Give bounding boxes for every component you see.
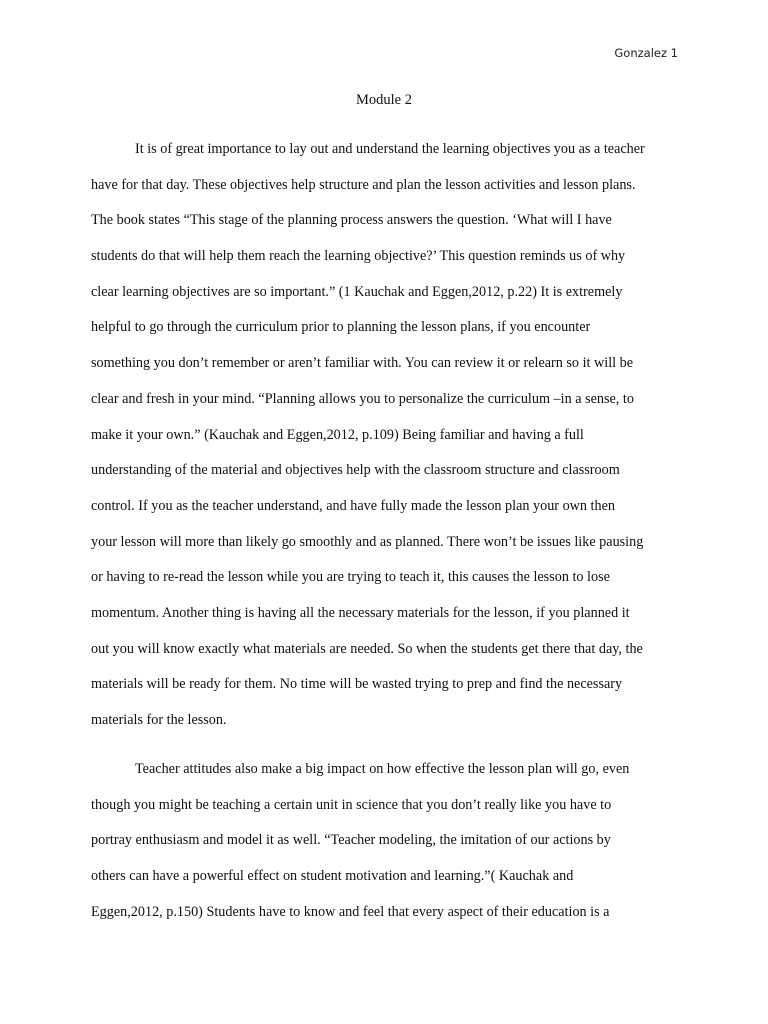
text-line: have for that day. These objectives help structure and plan the lesson activities and lesson plans. xyxy=(91,176,636,193)
text-line: or having to re-read the lesson while you are trying to teach it, this causes the lesson to lose xyxy=(91,569,610,586)
text-line: materials will be ready for them. No time will be wasted trying to prep and find the necessary xyxy=(91,676,623,693)
running-header: Gonzalez 1 xyxy=(614,46,678,60)
text-line: The book states “This stage of the planning process answers the question. ‘What will I have xyxy=(91,212,612,229)
text-line: It is of great importance to lay out and understand the learning objectives you as a teacher xyxy=(135,141,645,157)
text-line: portray enthusiasm and model it as well. “Teacher modeling, the imitation of our actions by xyxy=(91,832,611,849)
text-line: though you might be teaching a certain unit in science that you don’t really like you have to xyxy=(91,796,612,813)
text-line: something you don’t remember or aren’t familiar with. You can review it or relearn so it will be xyxy=(91,355,634,372)
text-line: Eggen,2012, p.150) Students have to know and feel that every aspect of their education is a xyxy=(91,903,610,920)
paragraph-2 xyxy=(91,752,678,930)
text-line: your lesson will more than likely go smoothly and as planned. There won’t be issues like pausing xyxy=(91,533,644,550)
text-line: students do that will help them reach the learning objective?’ This question reminds us of why xyxy=(91,248,626,265)
text-line: clear learning objectives are so important.” (1 Kauchak and Eggen,2012, p.22) It is extremely xyxy=(91,283,623,300)
paragraph-1 xyxy=(91,132,678,739)
text-line: understanding of the material and objectives help with the classroom structure and classroom xyxy=(91,462,620,479)
text-line: control. If you as the teacher understand, and have fully made the lesson plan your own then xyxy=(91,497,615,514)
text-line: make it your own.” (Kauchak and Eggen,2012, p.109) Being familiar and having a full xyxy=(91,426,584,443)
text-line: materials for the lesson. xyxy=(91,712,227,728)
text-line: Teacher attitudes also make a big impact on how effective the lesson plan will go, even xyxy=(135,761,630,777)
text-line: out you will know exactly what materials are needed. So when the students get there that day, the xyxy=(91,640,643,657)
text-line: others can have a powerful effect on student motivation and learning.”( Kauchak and xyxy=(91,868,574,885)
text-line: helpful to go through the curriculum prior to planning the lesson plans, if you encounter xyxy=(91,319,591,336)
page-title: Module 2 xyxy=(356,92,412,108)
text-line: momentum. Another thing is having all the necessary materials for the lesson, if you planned it xyxy=(91,604,630,621)
text-line: clear and fresh in your mind. “Planning allows you to personalize the curriculum –in a sense, to xyxy=(91,390,634,407)
